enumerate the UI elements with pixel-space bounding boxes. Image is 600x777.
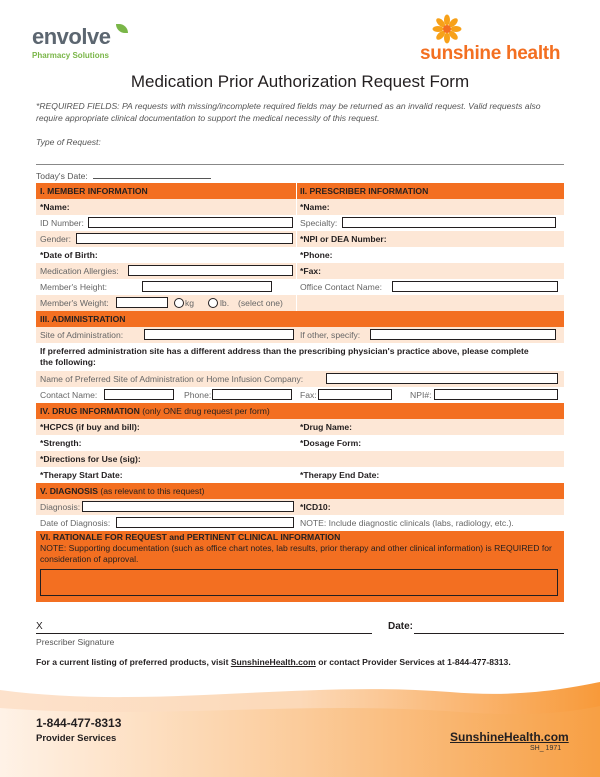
page-title: Medication Prior Authorization Request Form xyxy=(130,72,470,91)
rationale-section xyxy=(36,531,564,602)
height-field[interactable] xyxy=(142,281,272,292)
pa-form xyxy=(36,183,564,602)
form-row xyxy=(36,387,564,403)
form-row xyxy=(36,451,564,467)
diagnosis-header xyxy=(40,483,204,499)
section-header-row xyxy=(36,311,564,327)
type-of-request-label: Type of Request: xyxy=(36,137,101,147)
admin-fax-label: Fax: xyxy=(300,390,317,400)
gender-field[interactable] xyxy=(76,233,293,244)
sun-icon xyxy=(432,14,462,44)
kg-label: kg xyxy=(185,298,195,308)
lb-radio[interactable] xyxy=(208,298,218,308)
preferred-site-label: Name of Preferred Site of Administration or Home Infusion Company: xyxy=(40,374,304,384)
admin-npi-label: NPI#: xyxy=(410,390,432,400)
required-fields-note: *REQUIRED FIELDS: PA requests with missing/incomplete required fields may be returned as an invalid request. Valid requests also require appropriate clinical documentation to support the medical necessity of this request. xyxy=(36,101,541,123)
form-row xyxy=(36,295,564,311)
prescriber-name-label: *Name: xyxy=(300,202,330,212)
diagnosis-label: Diagnosis: xyxy=(40,502,81,512)
form-code: SH_ 1971 xyxy=(530,745,562,752)
form-row xyxy=(36,263,564,279)
gender-label: Gender: xyxy=(40,234,72,244)
form-row xyxy=(36,247,564,263)
form-row xyxy=(36,499,564,515)
diagnosis-date-label: Date of Diagnosis: xyxy=(40,518,111,528)
specialty-label: Specialty: xyxy=(300,218,338,228)
column-divider xyxy=(296,183,297,311)
height-label: Member's Height: xyxy=(40,282,108,292)
form-row xyxy=(36,435,564,451)
administration-header: III. ADMINISTRATION xyxy=(40,314,126,324)
drug-name-label: *Drug Name: xyxy=(300,422,353,432)
if-other-field[interactable] xyxy=(370,329,556,340)
todays-date-label: Today's Date: xyxy=(36,171,88,181)
if-other-label: If other, specify: xyxy=(300,330,361,340)
site-admin-field[interactable] xyxy=(144,329,294,340)
office-contact-field[interactable] xyxy=(392,281,558,292)
admin-fax-field[interactable] xyxy=(318,389,392,400)
section-header-row xyxy=(36,483,564,499)
rationale-note: NOTE: Supporting documentation (such as office chart notes, lab results, prior therapy and other clinical information) is REQUIRED for consideration of approval. xyxy=(40,543,552,564)
member-id-label: ID Number: xyxy=(40,218,84,228)
signature-date-field[interactable] xyxy=(414,633,564,634)
weight-label: Member's Weight: xyxy=(40,298,109,308)
specialty-field[interactable] xyxy=(342,217,556,228)
therapy-end-label: *Therapy End Date: xyxy=(300,470,380,480)
select-one-label: (select one) xyxy=(238,298,283,308)
form-row xyxy=(36,515,564,531)
contact-name-label: Contact Name: xyxy=(40,390,98,400)
signature-date-label: Date: xyxy=(388,621,414,632)
diagnosis-header-text: V. DIAGNOSIS xyxy=(40,486,98,496)
directions-label: *Directions for Use (sig): xyxy=(40,454,141,464)
diagnosis-field[interactable] xyxy=(82,501,294,512)
envolve-subtitle: Pharmacy Solutions xyxy=(32,51,109,60)
lb-label: lb. xyxy=(220,298,230,308)
form-row xyxy=(36,231,564,247)
diagnosis-note: NOTE: Include diagnostic clinicals (labs, radiology, etc.). xyxy=(300,518,514,528)
form-row xyxy=(36,215,564,231)
divider xyxy=(36,164,564,165)
section-header-row xyxy=(36,403,564,419)
drug-header-note: (only ONE drug request per form) xyxy=(142,406,270,416)
prescriber-phone-label: *Phone: xyxy=(300,250,333,260)
listing-text-post: or contact Provider Services at 1-844-477-8313. xyxy=(315,657,511,667)
form-row xyxy=(36,371,564,387)
strength-label: *Strength: xyxy=(40,438,82,448)
member-info-header: I. MEMBER INFORMATION xyxy=(40,186,148,196)
admin-npi-field[interactable] xyxy=(434,389,558,400)
envolve-logo xyxy=(32,26,110,60)
allergies-label: Medication Allergies: xyxy=(40,266,119,276)
kg-radio[interactable] xyxy=(174,298,184,308)
envolve-wordmark: envolve xyxy=(32,24,111,49)
signature-x: X xyxy=(36,621,43,632)
admin-phone-field[interactable] xyxy=(212,389,292,400)
preferred-site-field[interactable] xyxy=(326,373,558,384)
npi-dea-label: *NPI or DEA Number: xyxy=(300,234,387,244)
rationale-header: VI. RATIONALE FOR REQUEST and PERTINENT CLINICAL INFORMATION xyxy=(40,532,341,542)
dosage-form-label: *Dosage Form: xyxy=(300,438,362,448)
form-row xyxy=(36,327,564,343)
office-contact-label: Office Contact Name: xyxy=(300,282,382,292)
section-header-row xyxy=(36,183,564,199)
rationale-field[interactable] xyxy=(40,569,558,596)
footer-website-link[interactable]: SunshineHealth.com xyxy=(450,730,569,744)
form-row xyxy=(36,343,564,371)
signature-field[interactable] xyxy=(36,633,372,634)
form-row xyxy=(36,467,564,483)
signature-label: Prescriber Signature xyxy=(36,637,115,647)
member-name-label: *Name: xyxy=(40,202,70,212)
todays-date-field[interactable] xyxy=(93,178,211,179)
preferred-site-note: If preferred administration site has a different address than the prescribing physician's practice above, please complete the following: xyxy=(40,346,529,367)
footer-provider-services: Provider Services xyxy=(36,733,117,744)
preferred-products-note xyxy=(36,657,511,667)
allergies-field[interactable] xyxy=(128,265,293,276)
member-id-field[interactable] xyxy=(88,217,293,228)
drug-info-header xyxy=(40,403,270,419)
prescriber-info-header: II. PRESCRIBER INFORMATION xyxy=(300,186,429,196)
diagnosis-header-note: (as relevant to this request) xyxy=(100,486,205,496)
contact-name-field[interactable] xyxy=(104,389,174,400)
dob-label: *Date of Birth: xyxy=(40,250,98,260)
hcpcs-label: *HCPCS (if buy and bill): xyxy=(40,422,140,432)
therapy-start-label: *Therapy Start Date: xyxy=(40,470,123,480)
icd10-label: *ICD10: xyxy=(300,502,331,512)
listing-link[interactable]: SunshineHealth.com xyxy=(230,657,316,667)
diagnosis-date-field[interactable] xyxy=(116,517,294,528)
form-row xyxy=(36,199,564,215)
form-row xyxy=(36,419,564,435)
leaf-icon xyxy=(116,24,128,33)
admin-phone-label: Phone: xyxy=(184,390,212,400)
form-row xyxy=(36,279,564,295)
site-admin-label: Site of Administration: xyxy=(40,330,124,340)
drug-header-text: IV. DRUG INFORMATION xyxy=(40,406,140,416)
listing-text-pre: For a current listing of preferred products, visit xyxy=(36,657,231,667)
sunshine-logo xyxy=(420,14,565,66)
footer-phone: 1-844-477-8313 xyxy=(36,716,122,730)
sunshine-wordmark: sunshine health xyxy=(420,43,561,64)
prescriber-fax-label: *Fax: xyxy=(300,266,322,276)
weight-field[interactable] xyxy=(116,297,168,308)
